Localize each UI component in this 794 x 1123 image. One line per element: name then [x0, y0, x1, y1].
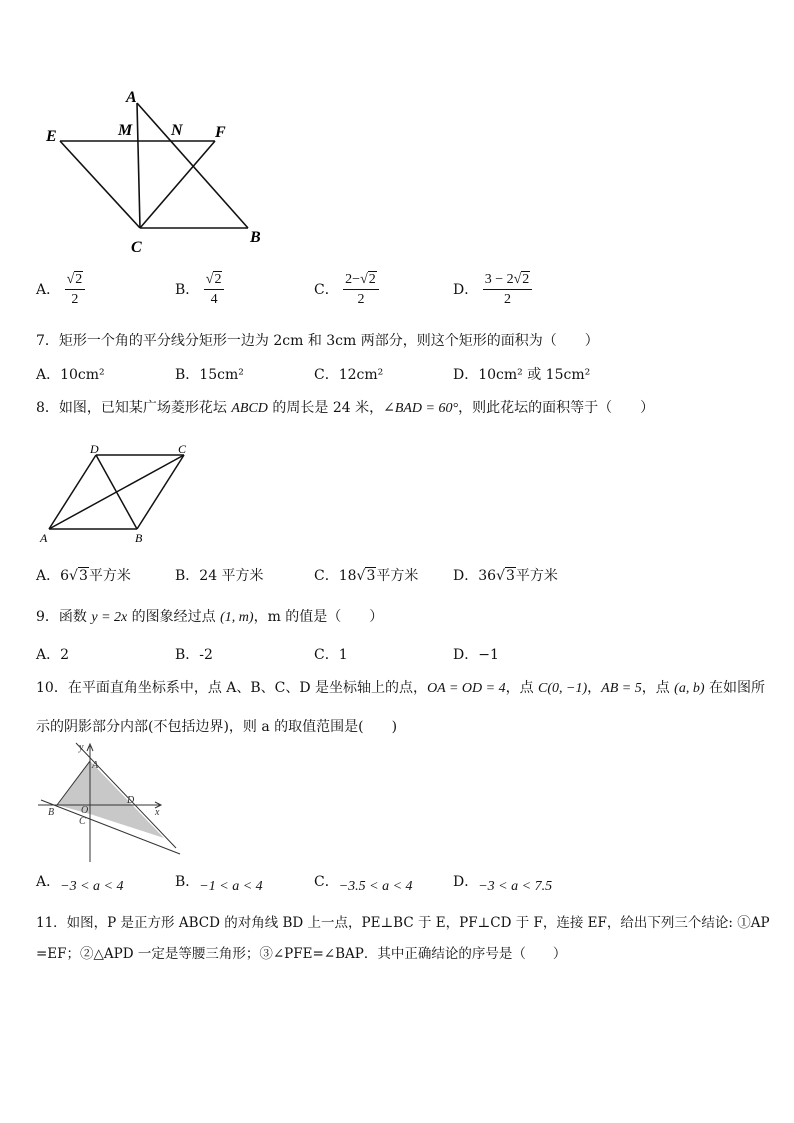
- q6-label-C: C: [131, 239, 142, 256]
- q6-option-b: [175, 272, 224, 308]
- unit: 平方米: [88, 568, 131, 584]
- q6-label-B: B: [250, 229, 261, 246]
- q9-stem: [36, 607, 383, 628]
- fraction: $\frac{√2}{4}$: [204, 272, 225, 308]
- option-letter: B．: [175, 568, 200, 584]
- q10-label-D: D: [127, 795, 135, 806]
- q6-label-E: E: [46, 128, 57, 145]
- q8-line-BC: [137, 455, 184, 529]
- q7-option-b: B．15cm²: [175, 367, 244, 383]
- q6-figure: [40, 85, 270, 260]
- q8-option-a: A．6√3平方米: [36, 568, 131, 584]
- q10-stem-line1: [36, 678, 765, 699]
- option-letter: C．: [314, 874, 339, 890]
- q9-stem-mid: 的图象经过点: [127, 609, 221, 625]
- q9-stem-pre: 9．函数: [36, 609, 92, 625]
- q7-option-d: D．10cm² 或 15cm²: [453, 367, 591, 383]
- q10-line1-sep: ，: [587, 680, 602, 696]
- q10-label-x: x: [155, 807, 160, 818]
- option-letter: A．: [36, 282, 61, 298]
- option-expr: −3 < a < 4: [60, 879, 124, 894]
- radicand: 3: [78, 568, 88, 584]
- q10-eq-ab: AB = 5: [601, 681, 642, 696]
- q6-option-d: [453, 272, 532, 308]
- q6-label-M: M: [118, 122, 133, 139]
- q7-option-a: A．10cm²: [36, 367, 105, 383]
- fraction: $\frac{√2}{2}$: [65, 272, 86, 308]
- q10-eq-oa-od: OA = OD = 4: [427, 681, 506, 696]
- q10-line1-pre: 10．在平面直角坐标系中，点 A、B、C、D 是坐标轴上的点，: [36, 680, 428, 696]
- option-letter: A．: [36, 568, 61, 584]
- q6-line-EC: [60, 141, 140, 228]
- q9-option-c: C．1: [314, 647, 348, 663]
- denominator: 2: [503, 292, 511, 307]
- q10-point-ab: (a, b): [674, 681, 705, 696]
- q8-figure: [36, 442, 196, 547]
- q8-label-C: C: [178, 442, 187, 456]
- q8-option-b: [175, 565, 264, 585]
- q8-label-A: A: [40, 531, 48, 545]
- q10-option-b: [175, 875, 263, 895]
- q8-stem-post: ，则此花坛的面积等于（ ）: [458, 400, 655, 416]
- radicand: 3: [505, 568, 515, 584]
- fraction: $\frac{3 - 2√2}{2}$: [483, 272, 533, 308]
- q8-label-B: B: [135, 531, 143, 545]
- q10-line1-mid: ，点: [505, 680, 539, 696]
- q7-option-c: C．12cm²: [314, 367, 384, 383]
- unit: 平方米: [376, 568, 419, 584]
- q9-stem-post: ，m 的值是（ ）: [253, 609, 384, 625]
- q10-line1-post: 在如图所: [704, 680, 765, 696]
- q6-option-a: [36, 272, 85, 308]
- q9-stem-point: (1, m): [220, 610, 254, 625]
- q10-label-y: y: [79, 742, 84, 753]
- q10-option-a: [36, 875, 123, 895]
- q6-label-F: F: [215, 124, 226, 141]
- q11-stem-line1: 11．如图，P 是正方形 ABCD 的对角线 BD 上一点，PE⊥BC 于 E，PF⊥CD 于 F，连接 EF，给出下列三个结论: ①AP: [36, 915, 770, 931]
- q8-stem-mid: 的周长是 24 米，: [267, 400, 384, 416]
- q6-label-N: N: [171, 122, 183, 139]
- q10-label-A: A: [92, 760, 99, 771]
- radicand: 2: [75, 272, 83, 287]
- q6-label-A: A: [126, 89, 137, 106]
- q6-option-c: [314, 272, 379, 308]
- q8-line-DB: [96, 455, 137, 529]
- q9-option-b: B．-2: [175, 647, 213, 663]
- option-text: 24 平方米: [199, 568, 264, 584]
- q8-line-DA: [49, 455, 96, 529]
- numerator-prefix: 2−: [345, 272, 361, 287]
- coefficient: 18: [338, 568, 357, 584]
- q8-stem: [36, 398, 654, 419]
- denominator: 4: [210, 292, 218, 307]
- q10-figure: [36, 738, 186, 863]
- option-letter: B．: [175, 282, 200, 298]
- radicand: 2: [214, 272, 222, 287]
- radicand: 2: [368, 272, 376, 287]
- coefficient: 36: [478, 568, 497, 584]
- option-expr: −3 < a < 7.5: [478, 879, 553, 894]
- coefficient: 6: [60, 568, 70, 584]
- option-letter: D．: [453, 282, 479, 298]
- q10-point-c: C(0, −1): [538, 681, 588, 696]
- option-letter: C．: [314, 568, 339, 584]
- q10-shaded-region: [57, 761, 164, 838]
- radicand: 3: [366, 568, 376, 584]
- q8-stem-angle: ∠BAD = 60°: [383, 401, 459, 416]
- option-expr: −3.5 < a < 4: [338, 879, 413, 894]
- option-letter: D．: [453, 568, 479, 584]
- q10-option-d: [453, 875, 552, 895]
- q8-option-c: C．18√3平方米: [314, 568, 419, 584]
- fraction: $\frac{2-√2}{2}$: [343, 272, 379, 308]
- numerator-prefix: 3 − 2: [484, 272, 514, 287]
- q6-line-AC: [137, 103, 140, 228]
- q9-option-d: D．−1: [453, 647, 499, 663]
- q8-stem-pre: 8．如图，已知某广场菱形花坛: [36, 400, 232, 416]
- option-letter: C．: [314, 282, 339, 298]
- q8-stem-var: ABCD: [231, 401, 268, 416]
- q10-label-O: O: [81, 805, 89, 816]
- option-letter: A．: [36, 874, 61, 890]
- option-letter: D．: [453, 874, 479, 890]
- q7-stem: 7．矩形一个角的平分线分矩形一边为 2cm 和 3cm 两部分，则这个矩形的面积为（ ）: [36, 333, 599, 349]
- option-letter: B．: [175, 874, 200, 890]
- option-expr: −1 < a < 4: [199, 879, 263, 894]
- radicand: 2: [522, 272, 530, 287]
- q8-option-d: D．36√3平方米: [453, 568, 558, 584]
- q8-label-D: D: [90, 442, 99, 456]
- unit: 平方米: [515, 568, 558, 584]
- q9-stem-func: y = 2x: [91, 610, 128, 625]
- q6-line-CF: [140, 141, 215, 228]
- q9-option-a: A．2: [36, 647, 70, 663]
- q11-stem-line2: =EF；②△APD 一定是等腰三角形；③∠PFE=∠BAP．其中正确结论的序号是（ ）: [36, 946, 567, 962]
- denominator: 2: [357, 292, 365, 307]
- q10-label-C: C: [79, 816, 86, 827]
- q10-label-B: B: [48, 807, 55, 818]
- q10-option-c: [314, 875, 413, 895]
- q6-line-AB: [137, 103, 248, 228]
- q10-stem-line2: 示的阴影部分内部(不包括边界)，则 a 的取值范围是( ): [36, 719, 398, 735]
- q10-line1-mid2: ，点: [641, 680, 675, 696]
- denominator: 2: [71, 292, 79, 307]
